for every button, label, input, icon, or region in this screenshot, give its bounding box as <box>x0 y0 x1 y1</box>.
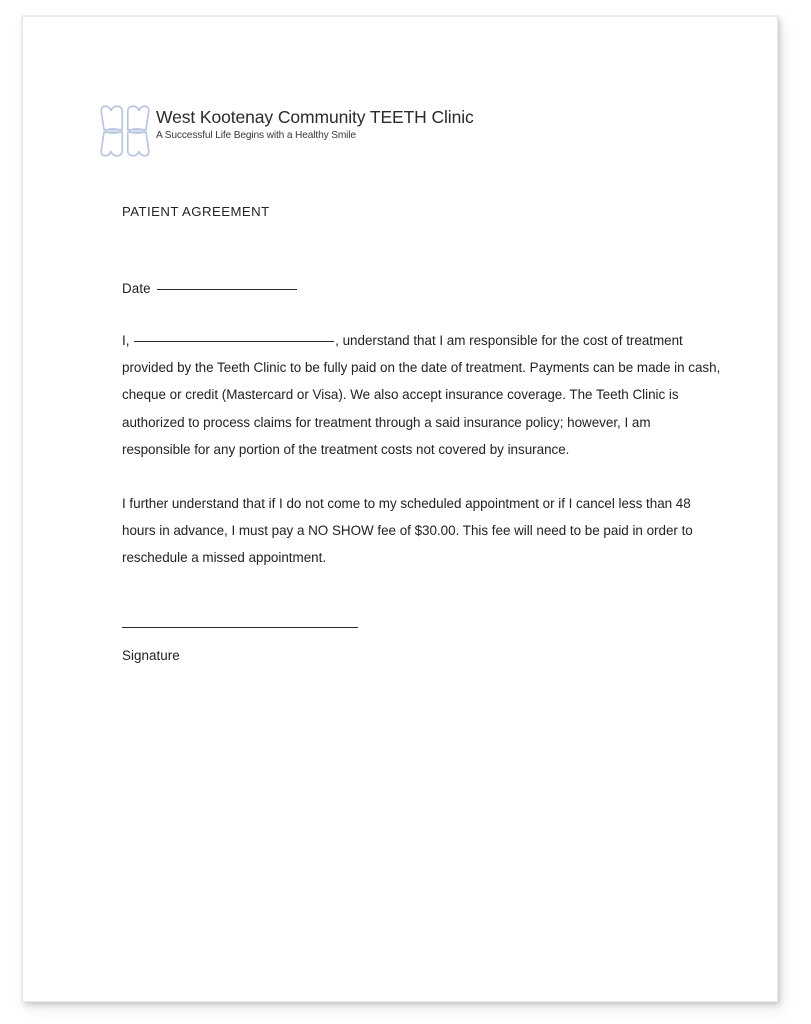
date-input[interactable] <box>157 289 297 290</box>
signature-label: Signature <box>122 647 180 663</box>
date-label: Date <box>122 281 151 296</box>
paragraph-two: I further understand that if I do not come to my scheduled appointment or if I cancel less than 48 hours in advance, I must pay a NO SHOW fee of $30.00. This fee will need to be paid in order to reschedule a missed appointment. <box>122 496 693 566</box>
patient-name-input[interactable] <box>134 341 334 342</box>
paragraph-one-body: , understand that I am responsible for the cost of treatment provided by the Teeth Clinic to be fully paid on the date of treatment. Payments can be made in cash, cheque or credit (Mastercard or Visa). We also accept insurance coverage. The Teeth Clinic is authorized to process claims for treatment through a said insurance policy; however, I am responsible for any portion of the treatment costs not covered by insurance. <box>122 333 721 457</box>
clinic-tagline: A Successful Life Begins with a Healthy Smile <box>156 130 356 141</box>
signature-input[interactable] <box>122 627 358 628</box>
paragraph-one-lead: I, <box>122 333 130 348</box>
signature-block <box>122 627 722 666</box>
document-body <box>122 203 722 666</box>
page-title: PATIENT AGREEMENT <box>122 204 270 219</box>
letterhead-text <box>156 103 474 142</box>
clinic-name: West Kootenay Community TEETH Clinic <box>156 107 474 127</box>
date-field-row <box>122 279 722 299</box>
paragraph-one <box>122 327 722 463</box>
four-teeth-logo-icon <box>100 105 150 157</box>
letterhead <box>100 103 474 157</box>
paper-sheet <box>22 16 778 1002</box>
